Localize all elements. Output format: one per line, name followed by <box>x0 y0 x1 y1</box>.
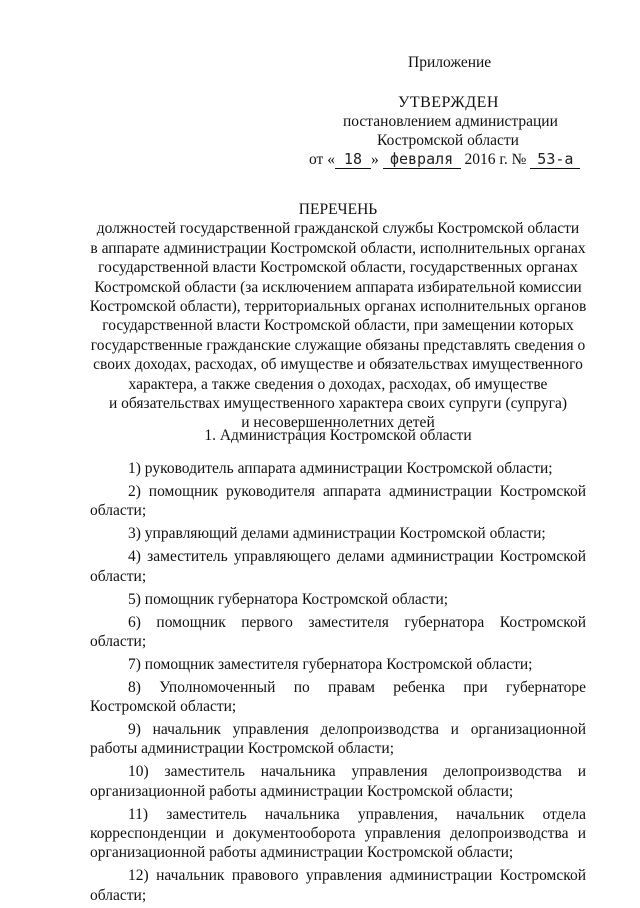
title-line: государственные гражданские служащие обязаны представлять сведения о <box>90 336 586 354</box>
title-line: Костромской области (за исключением аппарата избирательной комиссии <box>94 278 582 296</box>
handwritten-number: 53-а <box>530 151 580 169</box>
approved-label: УТВЕРЖДЕН <box>398 94 499 111</box>
decree-date-line <box>309 149 580 170</box>
list-item: 4) заместитель управляющего делами администрации Костромской области; <box>90 548 586 585</box>
list-title-block <box>88 200 588 433</box>
positions-list <box>90 459 586 908</box>
list-item: 3) управляющий делами администрации Костромской области; <box>128 525 546 543</box>
list-item: 2) помощник руководителя аппарата администрации Костромской области; <box>90 482 586 520</box>
list-item: 5) помощник губернатора Костромской области; <box>128 590 449 608</box>
title-line: должностей государственной гражданской службы Костромской области <box>96 220 580 238</box>
section-heading: 1. Администрация Костромской области <box>204 427 472 444</box>
title-line: государственной власти Костромской области, государственных органах <box>98 259 578 277</box>
list-item: 10) заместитель начальника управления делопроизводства и организационной работы администрации Костромской области; <box>90 763 586 800</box>
date-prefix: от « <box>309 151 335 168</box>
title-line: в аппарате администрации Костромской области, исполнительных органах <box>90 239 586 257</box>
handwritten-day: 18 <box>335 151 371 169</box>
title-line: и обязательствах имущественного характера своих супруги (супруга) <box>108 395 568 413</box>
list-item: 8) Уполномоченный по правам ребенка при губернаторе Костромской области; <box>90 678 586 716</box>
document-title: ПЕРЕЧЕНЬ <box>298 201 378 218</box>
list-item: 9) начальник управления делопроизводства и организационной работы администрации Костромской области; <box>90 721 586 758</box>
list-item: 11) заместитель начальника управления, начальник отдела корреспонденции и документооборота управления делопроизводства и организационной работы администрации Костромской области; <box>90 805 586 862</box>
handwritten-month: февраля <box>383 151 461 169</box>
attachment-label: Приложение <box>408 54 492 71</box>
region-label: Костромской области <box>377 132 519 149</box>
title-line: государственной власти Костромской области, при замещении которых <box>102 317 574 335</box>
decree-label: постановлением администрации <box>343 113 558 130</box>
title-line: своих доходах, расходах, об имуществе и обязательствах имущественного <box>93 356 583 374</box>
title-line: Костромской области), территориальных органах исполнительных органов <box>89 298 587 316</box>
year-text: 2016 г. № <box>464 151 527 168</box>
list-item: 6) помощник первого заместителя губернатора Костромской области; <box>90 613 586 650</box>
date-mid: » <box>370 151 379 168</box>
list-item: 1) руководитель аппарата администрации Костромской области; <box>128 460 553 477</box>
title-line: характера, а также сведения о доходах, расходах, об имуществе <box>128 375 548 393</box>
list-item: 7) помощник заместителя губернатора Костромской области; <box>128 655 533 673</box>
list-item: 12) начальник правового управления администрации Костромской области; <box>90 867 586 904</box>
title-line: и несовершеннолетних детей <box>241 414 435 432</box>
